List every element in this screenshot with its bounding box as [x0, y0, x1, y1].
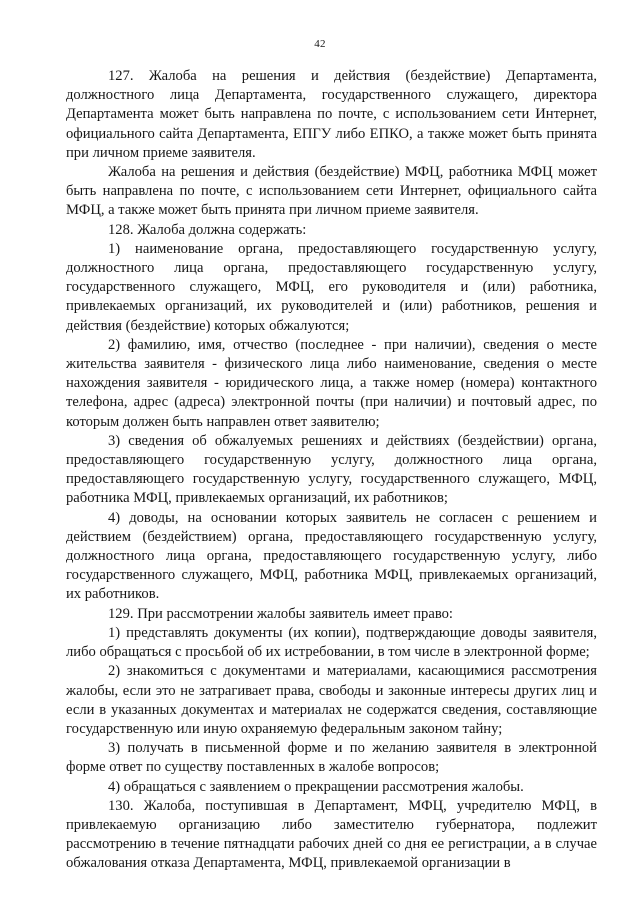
- paragraph: 4) обращаться с заявлением о прекращении рассмотрения жалобы.: [108, 778, 524, 795]
- paragraph: 128. Жалоба должна содержать:: [108, 221, 307, 238]
- paragraph: 1) наименование органа, предоставляющего государственную услугу, должностного лица органа, предоставляющего государственную услугу, государственного служащего, МФЦ, его руководителя и (или) работника, привлекаемых организаций, их руководителей и (или) работников, решения и действия (бездействие) которых обжалуются;: [66, 240, 597, 334]
- paragraph: 4) доводы, на основании которых заявитель не согласен с решением и действием (бездействием) органа, предоставляющего государственную услугу, должностного лица органа, предоставляющего государственную услугу, либо государственного служащего, МФЦ, работника МФЦ, привлекаемых организаций, их работников.: [66, 509, 597, 603]
- paragraph: 3) получать в письменной форме и по желанию заявителя в электронной форме ответ по существу поставленных в жалобе вопросов;: [66, 740, 597, 776]
- page-number: 42: [314, 38, 326, 50]
- document-body: [66, 67, 597, 874]
- paragraph: 2) знакомиться с документами и материалами, касающимися рассмотрения жалобы, если это не затрагивает права, свободы и законные интересы других лиц и если в указанных документах и материалах не содержатся сведения, составляющие государственную или иную охраняемую федеральным законом тайну;: [66, 663, 597, 737]
- paragraph: 129. При рассмотрении жалобы заявитель имеет право:: [108, 605, 453, 622]
- paragraph: 1) представлять документы (их копии), подтверждающие доводы заявителя, либо обращаться с просьбой об их истребовании, в том числе в электронной форме;: [66, 624, 597, 661]
- paragraph: Жалоба на решения и действия (бездействие) МФЦ, работника МФЦ может быть направлена по почте, с использованием сети Интернет, официального сайта МФЦ, а также может быть принята при личном приеме заявителя.: [66, 164, 597, 219]
- paragraph: 3) сведения об обжалуемых решениях и действиях (бездействии) органа, предоставляющего государственную услугу, должностного лица органа, предоставляющего государственную услугу, государственного служащего, МФЦ, работника МФЦ, привлекаемых организаций, их работников;: [66, 432, 597, 507]
- paragraph: 127. Жалоба на решения и действия (бездействие) Департамента, должностного лица Департамента, государственного служащего, директора Департамента может быть направлена по почте, с использованием сети Интернет, официального сайта Департамента, ЕПГУ либо ЕПКО, а также может быть принята при личном приеме заявителя.: [66, 68, 597, 161]
- paragraph: 2) фамилию, имя, отчество (последнее - при наличии), сведения о месте жительства заявителя - физического лица либо наименование, сведения о месте нахождения заявителя - юридического лица, а также номер (номера) контактного телефона, адрес (адреса) электронной почты (при наличии) и почтовый адрес, по которым должен быть направлен ответ заявителю;: [66, 336, 597, 430]
- paragraph: 130. Жалоба, поступившая в Департамент, МФЦ, учредителю МФЦ, в привлекаемую организацию либо заместителю губернатора, подлежит рассмотрению в течение пятнадцати рабочих дней со дня ее регистрации, а в случае обжалования отказа Департамента, МФЦ, привлекаемой организации в: [66, 797, 597, 872]
